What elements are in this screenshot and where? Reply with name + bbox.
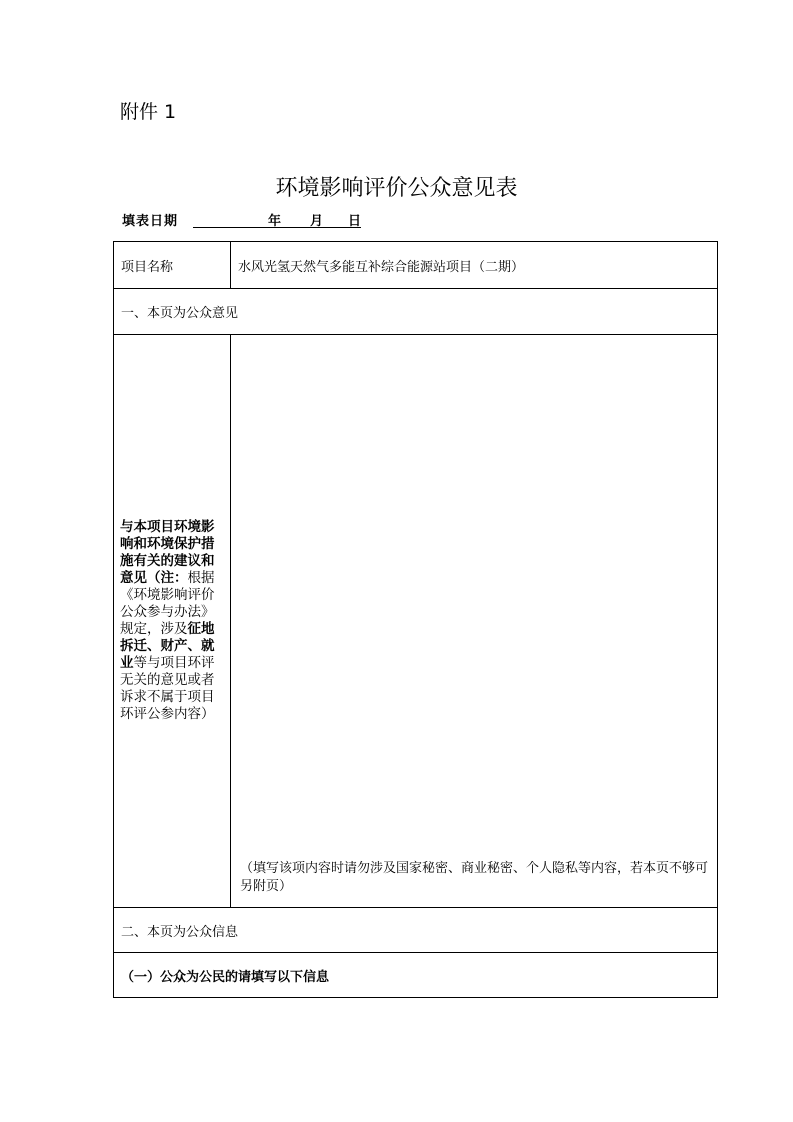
section1-row [114, 289, 718, 335]
fill-date-label: 填表日期 [122, 214, 179, 229]
project-name-label: 项目名称 [114, 242, 231, 289]
opinion-label-excluded: 征地拆迁、财产、就业 [120, 621, 215, 671]
section2-row [114, 908, 718, 953]
opinion-label-note-end: 等与项目环评无关的意见或者诉求不属于项目环评公参内容） [120, 655, 215, 722]
opinion-label-note-open: （注： [147, 570, 188, 586]
opinion-label-note-text: 根据《环境影响评价公众参与办法》规定，涉及 [120, 570, 215, 637]
opinion-label [114, 335, 231, 908]
section1-heading: 一、本页为公众意见 [114, 289, 718, 335]
year-label: 年 [268, 214, 282, 229]
project-name-value: 水风光氢天然气多能互补综合能源站项目（二期） [231, 242, 718, 289]
attachment-label: 附件 1 [120, 101, 177, 123]
opinion-label-main: 与本项目环境影响和环境保护措施有关的建议和意见 [120, 519, 215, 586]
opinion-form-table [113, 241, 718, 998]
opinion-row [114, 335, 718, 908]
fill-date [122, 210, 362, 229]
form-title: 环境影响评价公众意见表 [275, 176, 518, 201]
fill-date-field[interactable] [193, 210, 361, 228]
subsection1-heading: （一）公众为公民的请填写以下信息 [114, 953, 718, 998]
project-name-row [114, 242, 718, 289]
section2-heading: 二、本页为公众信息 [114, 908, 718, 953]
opinion-note: （填写该项内容时请勿涉及国家秘密、商业秘密、个人隐私等内容，若本页不够可另附页） [240, 861, 709, 894]
day-label: 日 [348, 214, 362, 229]
month-label: 月 [310, 214, 324, 229]
opinion-input-area[interactable] [231, 335, 718, 908]
subsection1-row [114, 953, 718, 998]
